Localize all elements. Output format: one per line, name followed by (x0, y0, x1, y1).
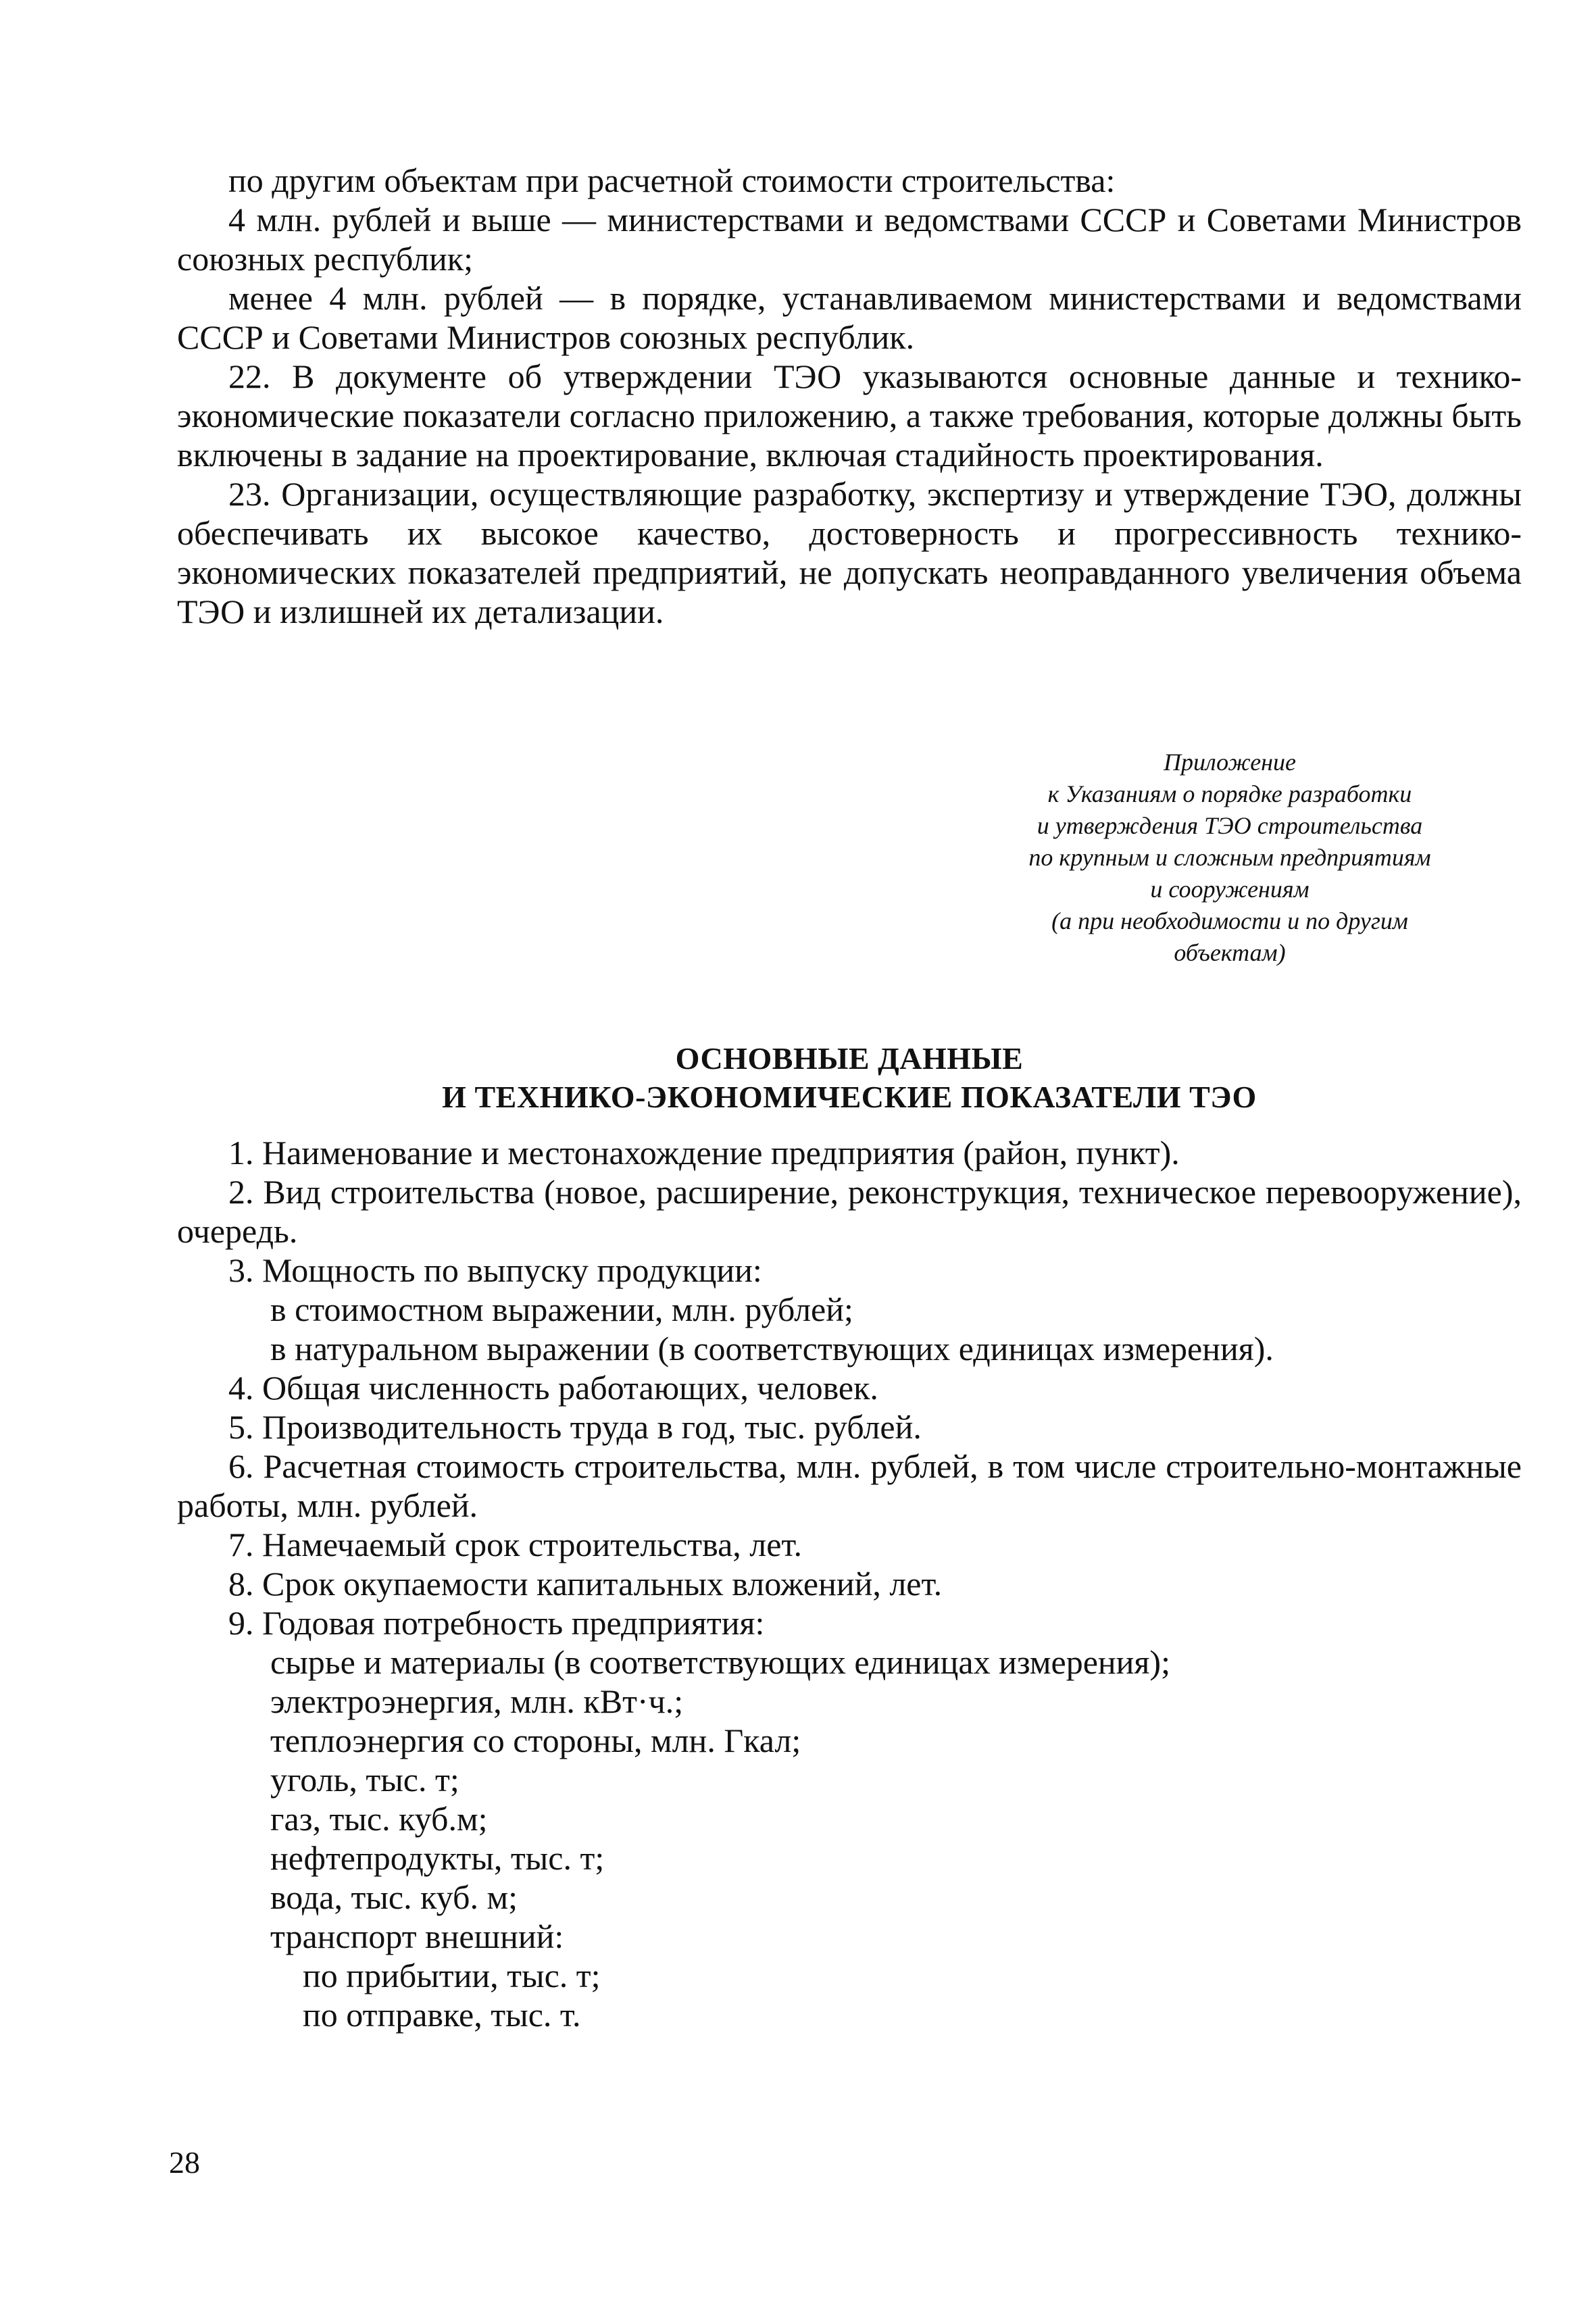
appendix-note-line: и утверждения ТЭО строительства (1037, 812, 1423, 839)
list-subitem: сырье и материалы (в соответствующих единицах измерения); (270, 1643, 1170, 1681)
list-subitem: вода, тыс. куб. м; (270, 1878, 518, 1916)
top-text-block (177, 161, 1522, 631)
list-subitem: теплоэнергия со стороны, млн. Гкал; (270, 1722, 801, 1759)
list-subitem: уголь, тыс. т; (270, 1761, 459, 1799)
section-heading-line: И ТЕХНИКО-ЭКОНОМИЧЕСКИЕ ПОКАЗАТЕЛИ ТЭО (442, 1080, 1257, 1114)
paragraph: менее 4 млн. рублей — в порядке, устанавливаемом министерствами и ведомствами СССР и Советами Министров союзных республик. (177, 279, 1522, 356)
list-item: 1. Наименование и местонахождение предприятия (район, пункт). (228, 1134, 1180, 1172)
list-item: 3. Мощность по выпуску продукции: (228, 1251, 762, 1289)
list-subitem: транспорт внешний: (270, 1917, 564, 1955)
list-item: 4. Общая численность работающих, человек. (228, 1369, 878, 1407)
indicators-list (177, 1133, 1522, 2034)
list-subsubitem: по прибытии, тыс. т; (303, 1957, 601, 1994)
list-item: 6. Расчетная стоимость строительства, млн. рублей, в том числе строительно-монтажные работы, млн. рублей. (177, 1447, 1522, 1524)
paragraph-clause-23: 23. Организации, осуществляющие разработку, экспертизу и утверждение ТЭО, должны обеспечивать их высокое качество, достоверность и прогрессивность технико-экономических показателей предприятий, не допускать неоправданного увеличения объема ТЭО и излишней их детализации. (177, 475, 1522, 630)
appendix-note-line: (а при необходимости и по другим (1051, 907, 1408, 934)
appendix-note-line: Приложение (1163, 749, 1297, 776)
list-item: 7. Намечаемый срок строительства, лет. (228, 1526, 803, 1563)
list-subitem: газ, тыс. куб.м; (270, 1800, 488, 1838)
list-subitem: в стоимостном выражении, млн. рублей; (270, 1290, 853, 1328)
list-item: 9. Годовая потребность предприятия: (228, 1604, 765, 1642)
section-heading (177, 1039, 1522, 1116)
paragraph: 4 млн. рублей и выше — министерствами и ведомствами СССР и Советами Министров союзных республик; (177, 201, 1522, 278)
appendix-note (932, 747, 1527, 969)
list-item: 8. Срок окупаемости капитальных вложений, лет. (228, 1565, 943, 1603)
list-item: 2. Вид строительства (новое, расширение, реконструкция, техническое перевооружение), очередь. (177, 1173, 1522, 1250)
section-heading-line: ОСНОВНЫЕ ДАННЫЕ (675, 1041, 1024, 1076)
list-subsubitem: по отправке, тыс. т. (303, 1996, 581, 2034)
list-subitem: электроэнергия, млн. кВт·ч.; (270, 1682, 684, 1720)
appendix-note-line: к Указаниям о порядке разработки (1047, 780, 1412, 807)
appendix-note-line: по крупным и сложным предприятиям (1028, 844, 1431, 871)
appendix-note-line: и сооружениям (1150, 876, 1310, 903)
list-subitem: нефтепродукты, тыс. т; (270, 1839, 605, 1877)
list-subitem: в натуральном выражении (в соответствующих единицах измерения). (270, 1330, 1274, 1367)
list-item: 5. Производительность труда в год, тыс. рублей. (228, 1408, 922, 1446)
page-number: 28 (169, 2145, 200, 2180)
paragraph: по другим объектам при расчетной стоимости строительства: (228, 161, 1116, 199)
paragraph-clause-22: 22. В документе об утверждении ТЭО указываются основные данные и технико-экономические показатели согласно приложению, а также требования, которые должны быть включены в задание на проектирование, включая стадийность проектирования. (177, 357, 1522, 474)
appendix-note-line: объектам) (1174, 939, 1286, 966)
